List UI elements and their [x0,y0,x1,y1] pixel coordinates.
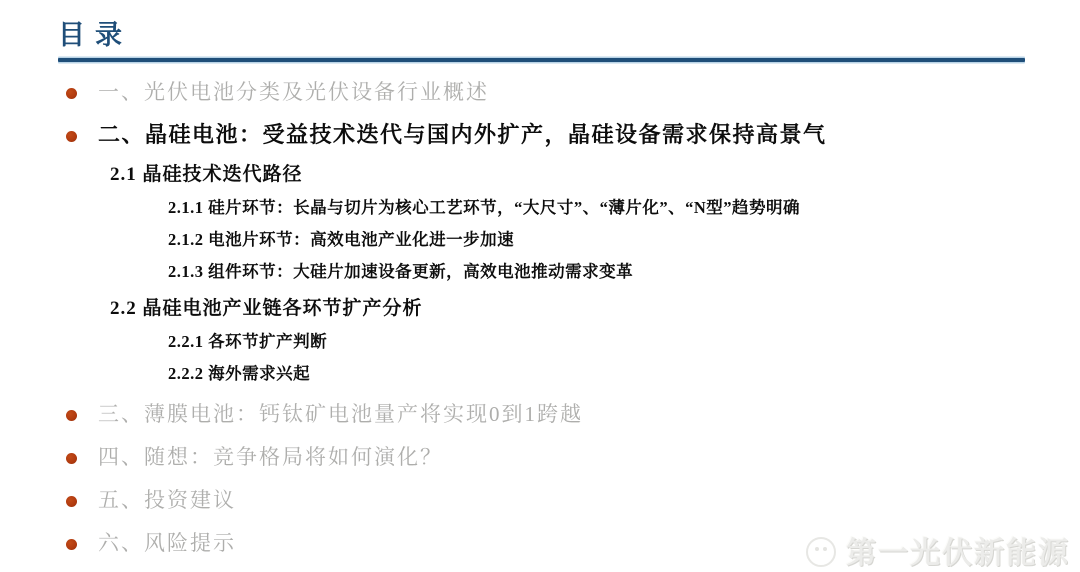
bullet-icon [66,131,77,142]
toc-item-label: 二、晶硅电池：受益技术迭代与国内外扩产，晶硅设备需求保持高景气 [98,122,827,147]
toc-item-3 [110,163,1060,186]
toc-item-label: 五、投资建议 [98,488,236,512]
toc-item-6 [168,261,1060,282]
bullet-icon [66,539,77,550]
bullet-icon [66,410,77,421]
toc-item-10 [58,401,1060,427]
toc-item-label: 四、随想：竞争格局将如何演化？ [98,445,443,469]
toc-item-7 [110,297,1060,320]
toc-item-5 [168,229,1060,250]
toc-item-12 [58,487,1060,513]
title-divider [58,58,1025,62]
toc-item-8 [168,331,1060,352]
bullet-icon [66,88,77,99]
toc-list [58,79,1060,556]
toc-item-label: 2.1.1 硅片环节：长晶与切片为核心工艺环节，“大尺寸”、“薄片化”、“N型”趋势明确 [168,198,801,217]
watermark-text: 第一光伏新能源 [846,537,1070,570]
toc-item-label: 一、光伏电池分类及光伏设备行业概述 [98,80,489,104]
toc-item-label: 六、风险提示 [98,531,236,555]
bullet-icon [66,496,77,507]
toc-item-label: 2.2.1 各环节扩产判断 [168,332,328,351]
toc-item-2 [58,122,1060,148]
toc-item-label: 2.1 晶硅技术迭代路径 [110,164,303,185]
toc-item-label: 2.1.2 电池片环节：高效电池产业化进一步加速 [168,230,515,249]
toc-item-9 [168,363,1060,384]
bullet-icon [66,453,77,464]
toc-item-label: 2.2 晶硅电池产业链各环节扩产分析 [110,298,423,319]
toc-item-1 [58,79,1060,105]
toc-item-label: 2.1.3 组件环节：大硅片加速设备更新，高效电池推动需求变革 [168,262,634,281]
slide-header [58,18,1025,62]
toc-item-label: 2.2.2 海外需求兴起 [168,364,311,383]
toc-item-label: 三、薄膜电池：钙钛矿电池量产将实现0到1跨越 [98,402,583,426]
page-title: 目录 [58,20,132,50]
toc-item-11 [58,444,1060,470]
toc-item-13 [58,530,1060,556]
toc-item-4 [168,197,1060,218]
